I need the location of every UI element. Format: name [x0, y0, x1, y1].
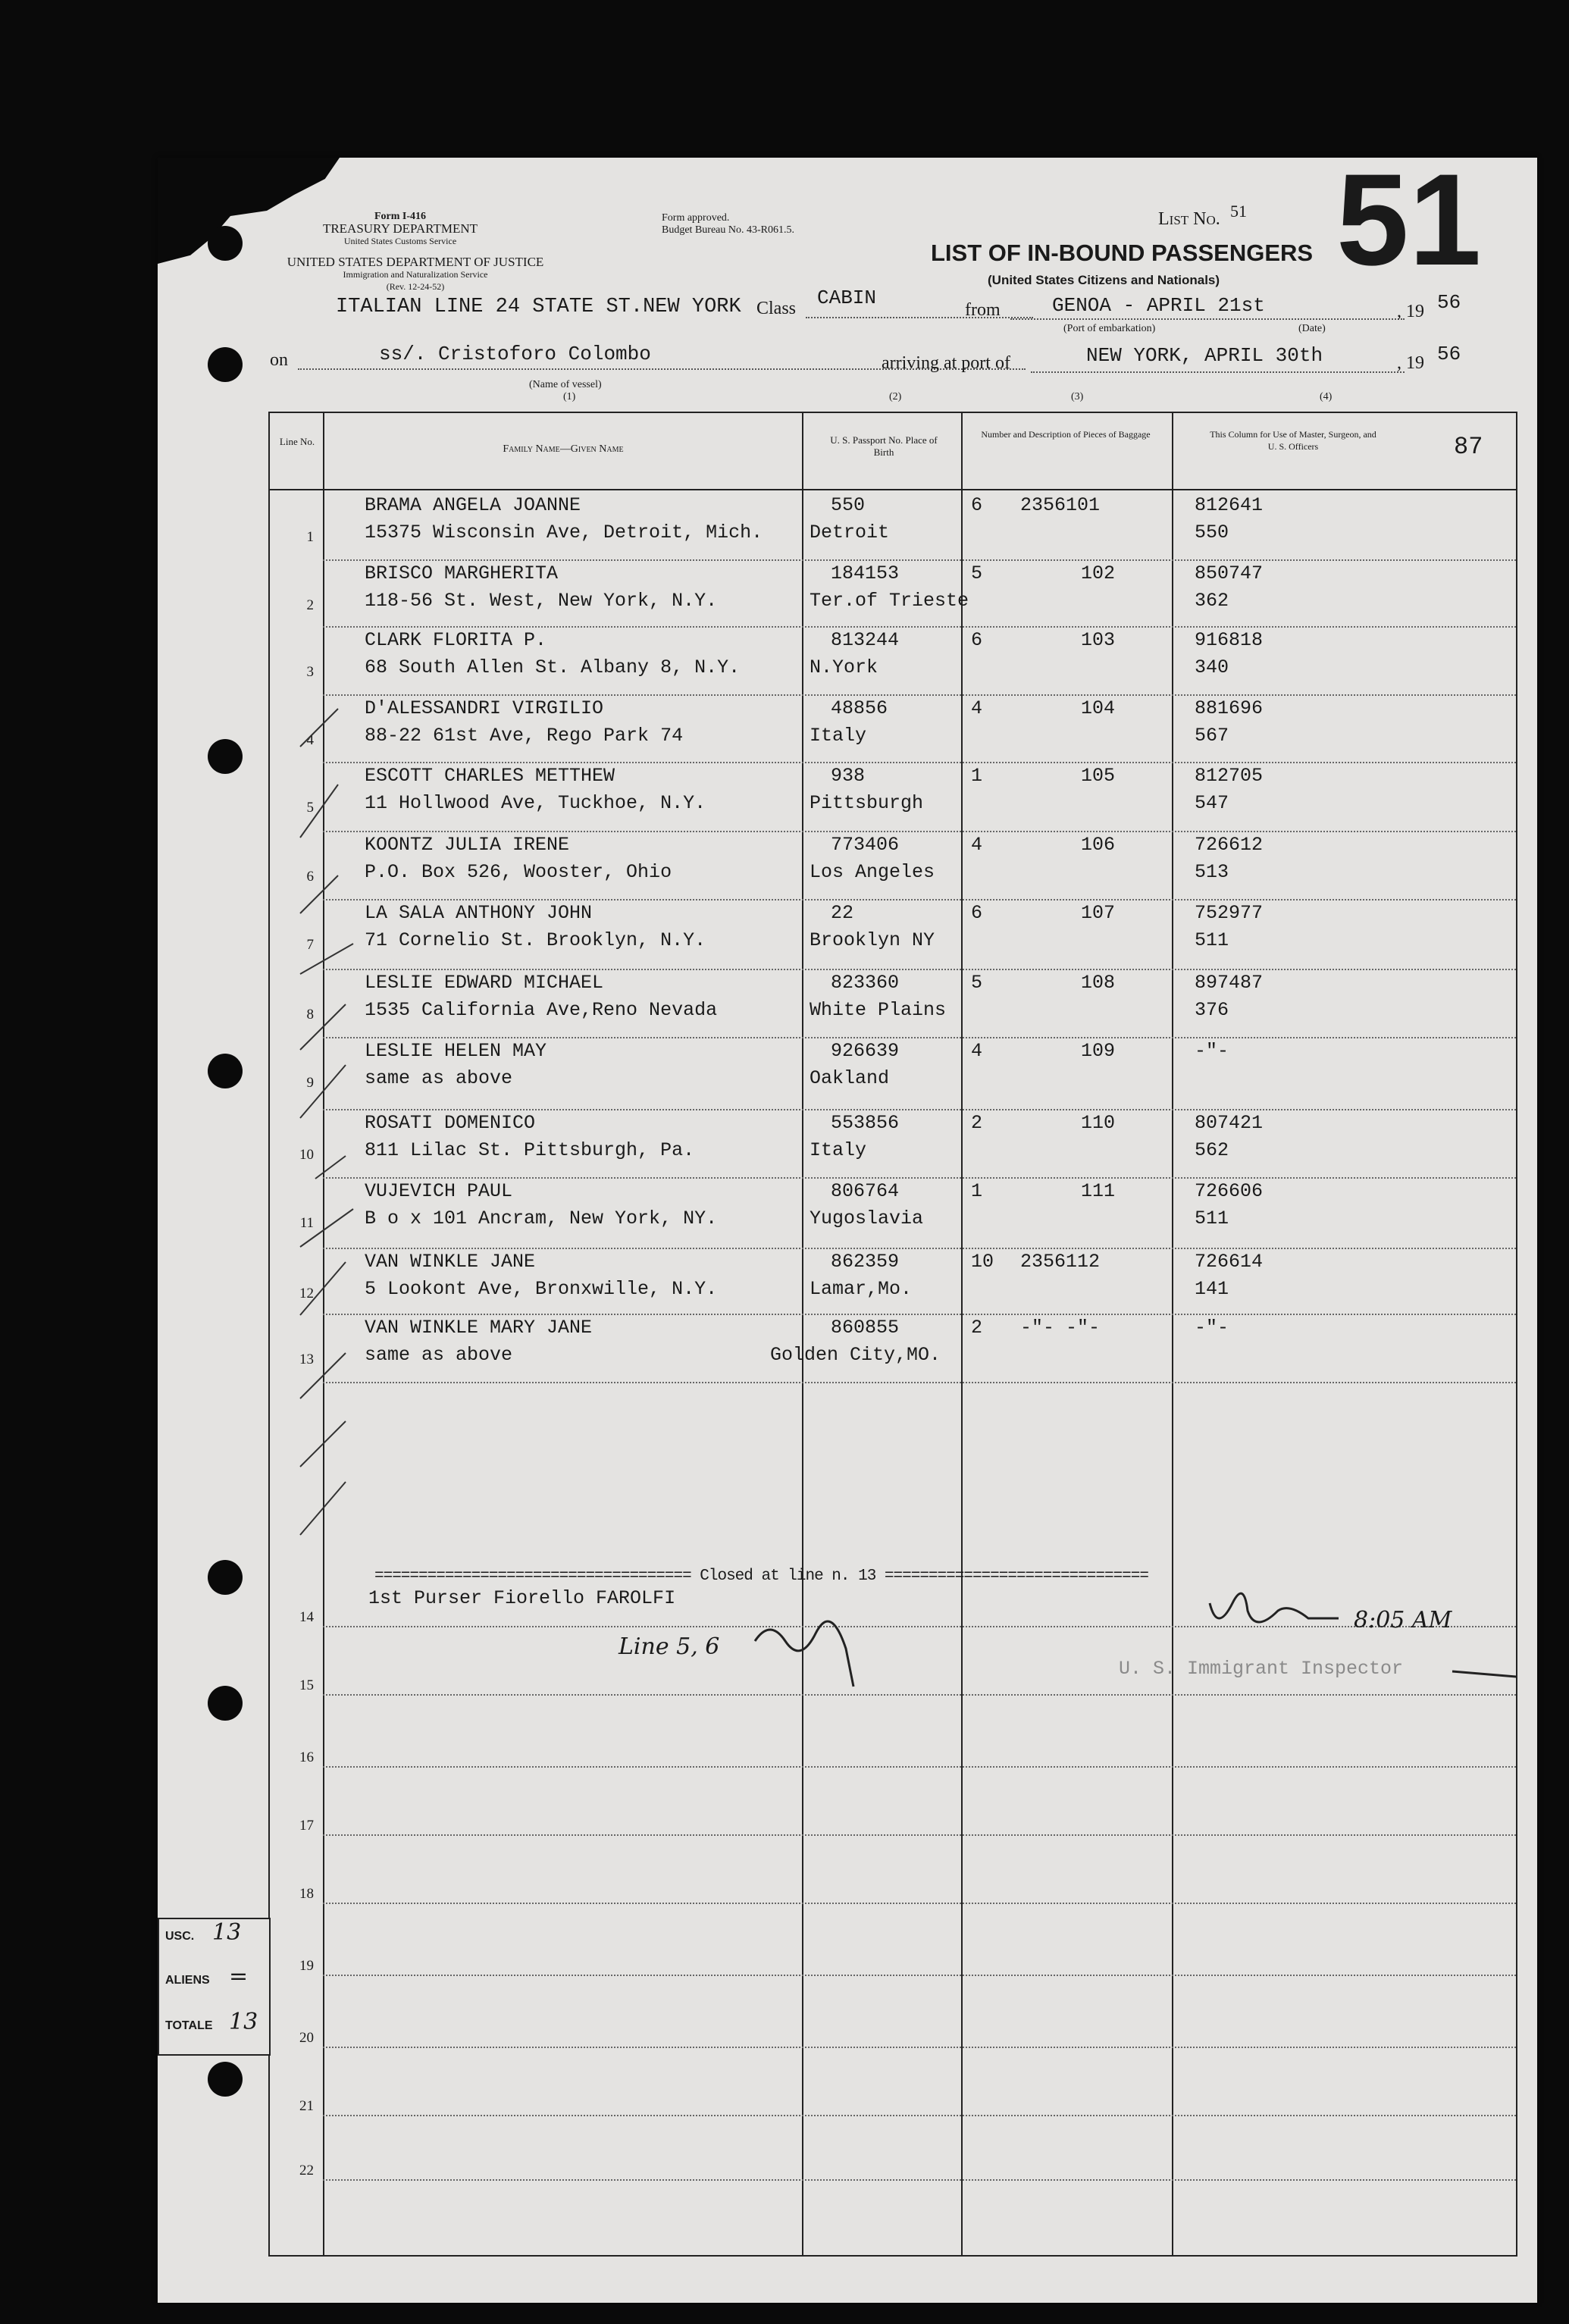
officer-number: 812705	[1195, 765, 1264, 787]
officer-number: 807421	[1195, 1112, 1264, 1134]
vessel-name: ss/. Cristoforo Colombo	[379, 343, 651, 365]
budget-number: Budget Bureau No. 43-R061.5.	[662, 224, 794, 236]
line-number: 14	[299, 1609, 314, 1625]
line-number: 11	[299, 1215, 314, 1231]
arrival-year: 56	[1437, 343, 1461, 365]
arriving-label: arriving at port of	[882, 353, 1010, 373]
page-ref: 87	[1454, 433, 1483, 461]
officer-code: 562	[1195, 1139, 1229, 1161]
passenger-name: VAN WINKLE MARY JANE	[365, 1317, 593, 1339]
passport-number: 813244	[831, 629, 900, 651]
passport-number: 938	[831, 765, 866, 787]
passenger-name: LA SALA ANTHONY JOHN	[365, 902, 593, 924]
passport-number: 48856	[831, 697, 888, 719]
line-number: 16	[299, 1749, 314, 1765]
place-of-birth: N.York	[810, 656, 878, 678]
justice-dept: UNITED STATES DEPARTMENT OF JUSTICE	[287, 255, 544, 269]
baggage-description: 109	[1081, 1040, 1116, 1062]
officer-code: 362	[1195, 590, 1229, 612]
passenger-address: 88-22 61st Ave, Rego Park 74	[365, 725, 684, 747]
inspector-caption: U. S. Immigrant Inspector	[1119, 1658, 1404, 1680]
line-number: 2	[306, 597, 314, 613]
line-number: 13	[299, 1351, 314, 1367]
passenger-address: same as above	[365, 1344, 513, 1366]
form-title: LIST OF IN-BOUND PASSENGERS	[931, 240, 1314, 266]
officer-number: 812641	[1195, 494, 1264, 516]
place-of-birth: Brooklyn NY	[810, 929, 935, 951]
line-number: 5	[306, 800, 314, 816]
passenger-name: BRAMA ANGELA JOANNE	[365, 494, 581, 516]
officer-number: 726606	[1195, 1180, 1264, 1202]
line-number: 15	[299, 1677, 314, 1693]
baggage-pieces: 2	[971, 1112, 983, 1134]
from-value: GENOA - APRIL 21st	[1052, 294, 1265, 317]
passport-number: 22	[831, 902, 854, 924]
passport-number: 184153	[831, 562, 900, 584]
passenger-name: KOONTZ JULIA IRENE	[365, 834, 570, 856]
line-number: 12	[299, 1286, 314, 1301]
punch-hole	[208, 1054, 243, 1088]
line-number: 6	[306, 869, 314, 885]
baggage-description: 104	[1081, 697, 1116, 719]
officer-number: 881696	[1195, 697, 1264, 719]
place-of-birth: Yugoslavia	[810, 1207, 924, 1229]
baggage-description: 102	[1081, 562, 1116, 584]
passenger-address: 118-56 St. West, New York, N.Y.	[365, 590, 718, 612]
punch-hole	[208, 347, 243, 382]
class-label: Class	[756, 299, 797, 318]
passenger-address: B o x 101 Ancram, New York, NY.	[365, 1207, 718, 1229]
passenger-address: same as above	[365, 1067, 513, 1089]
margin-note: Line 5, 6	[619, 1633, 720, 1660]
list-no-small: 51	[1230, 202, 1247, 221]
passenger-address: 5 Lookont Ave, Bronxwille, N.Y.	[365, 1278, 718, 1300]
signature-marks	[270, 413, 1516, 2255]
officer-number: 752977	[1195, 902, 1264, 924]
punch-hole	[208, 739, 243, 774]
officer-number: 726612	[1195, 834, 1264, 856]
from-label: from	[965, 300, 1001, 320]
officer-code: 376	[1195, 999, 1229, 1021]
header-baggage: Number and Description of Pieces of Baggage	[981, 429, 1151, 440]
baggage-pieces: 2	[971, 1317, 983, 1339]
line-number: 8	[306, 1007, 314, 1023]
passport-number: 823360	[831, 972, 900, 994]
baggage-pieces: 4	[971, 697, 983, 719]
punch-hole	[208, 1686, 243, 1721]
col-caption-4: (4)	[1320, 391, 1333, 402]
passport-number: 806764	[831, 1180, 900, 1202]
line-number: 7	[306, 937, 314, 953]
line-number: 20	[299, 2030, 314, 2046]
line-number: 18	[299, 1886, 314, 1902]
line-number: 9	[306, 1075, 314, 1091]
form-header-left	[279, 211, 521, 247]
form-subtitle: (United States Citizens and Nationals)	[988, 273, 1220, 287]
total-label: TOTALE	[165, 2019, 213, 2032]
baggage-description: 107	[1081, 902, 1116, 924]
aliens-label: ALIENS	[165, 1974, 210, 1987]
officer-number: 726614	[1195, 1251, 1264, 1273]
line-number: 22	[299, 2163, 314, 2178]
baggage-description: 103	[1081, 629, 1116, 651]
passenger-name: D'ALESSANDRI VIRGILIO	[365, 697, 604, 719]
place-of-birth: Golden City,MO.	[770, 1344, 941, 1366]
class-value: CABIN	[817, 287, 877, 309]
baggage-pieces: 6	[971, 494, 983, 516]
passenger-address: 71 Cornelio St. Brooklyn, N.Y.	[365, 929, 706, 951]
passenger-name: VAN WINKLE JANE	[365, 1251, 536, 1273]
passport-number: 553856	[831, 1112, 900, 1134]
passenger-table	[268, 412, 1517, 2257]
budget-approval	[662, 212, 794, 236]
officer-code: 513	[1195, 861, 1229, 883]
line-number: 19	[299, 1958, 314, 1974]
col-caption-2: (2)	[889, 391, 902, 402]
passenger-address: 68 South Allen St. Albany 8, N.Y.	[365, 656, 741, 678]
place-of-birth: Italy	[810, 725, 867, 747]
from-year: 56	[1437, 291, 1461, 314]
baggage-pieces: 10	[971, 1251, 994, 1273]
tally-box	[158, 1918, 271, 2056]
officer-code: 340	[1195, 656, 1229, 678]
place-of-birth: Ter.of Trieste	[810, 590, 969, 612]
passenger-address: 11 Hollwood Ave, Tuckhoe, N.Y.	[365, 792, 706, 814]
line-number: 3	[306, 664, 314, 680]
officer-number: 916818	[1195, 629, 1264, 651]
baggage-pieces: 1	[971, 765, 983, 787]
baggage-pieces: 4	[971, 834, 983, 856]
passenger-name: LESLIE HELEN MAY	[365, 1040, 547, 1062]
line-number: 4	[306, 732, 314, 748]
officer-code: 547	[1195, 792, 1229, 814]
officer-number: 897487	[1195, 972, 1264, 994]
list-no-label: List No.	[1158, 209, 1220, 229]
header-line-no: Line No.	[279, 436, 315, 447]
baggage-pieces: 6	[971, 629, 983, 651]
on-label: on	[270, 350, 288, 370]
officer-code: 511	[1195, 929, 1229, 951]
baggage-description: 105	[1081, 765, 1116, 787]
passenger-address: 811 Lilac St. Pittsburgh, Pa.	[365, 1139, 695, 1161]
customs-service: United States Customs Service	[343, 236, 457, 246]
officer-code: 141	[1195, 1278, 1229, 1300]
baggage-description: 2356112	[1020, 1251, 1101, 1273]
baggage-description: 106	[1081, 834, 1116, 856]
officer-number: 850747	[1195, 562, 1264, 584]
treasury-dept: TREASURY DEPARTMENT	[322, 221, 478, 236]
passenger-name: ESCOTT CHARLES METTHEW	[365, 765, 615, 787]
place-of-birth: White Plains	[810, 999, 947, 1021]
passenger-name: ROSATI DOMENICO	[365, 1112, 536, 1134]
date-caption: (Date)	[1298, 323, 1326, 334]
inspector-time: 8:05 AM	[1354, 1607, 1452, 1633]
line-number: 17	[299, 1818, 314, 1834]
place-of-birth: Pittsburgh	[810, 792, 924, 814]
col-caption-1: (1)	[563, 391, 576, 402]
place-of-birth: Oakland	[810, 1067, 890, 1089]
passenger-name: VUJEVICH PAUL	[365, 1180, 513, 1202]
passenger-address: 1535 California Ave,Reno Nevada	[365, 999, 718, 1021]
baggage-pieces: 1	[971, 1180, 983, 1202]
passport-number: 550	[831, 494, 866, 516]
officer-number: -"-	[1195, 1317, 1229, 1339]
form-number: Form I-416	[374, 211, 427, 222]
passport-number: 926639	[831, 1040, 900, 1062]
passenger-name: BRISCO MARGHERITA	[365, 562, 559, 584]
passport-number: 773406	[831, 834, 900, 856]
line-number: 21	[299, 2098, 314, 2114]
baggage-description: 110	[1081, 1112, 1116, 1134]
baggage-description: 108	[1081, 972, 1116, 994]
ins-service: Immigration and Naturalization Service	[343, 269, 488, 280]
header-passport: U. S. Passport No. Place of Birth	[830, 434, 938, 458]
officer-number: -"-	[1195, 1040, 1229, 1062]
total-value: 13	[229, 2009, 258, 2035]
port-embark-caption: (Port of embarkation)	[1063, 323, 1156, 334]
baggage-description: 2356101	[1020, 494, 1101, 516]
arrival-year-prefix: , 19	[1397, 353, 1424, 373]
officer-code: 567	[1195, 725, 1229, 747]
baggage-pieces: 4	[971, 1040, 983, 1062]
header-name: Family Name—Given Name	[503, 443, 624, 455]
passport-number: 862359	[831, 1251, 900, 1273]
passport-number: 860855	[831, 1317, 900, 1339]
usc-label: USC.	[165, 1930, 195, 1943]
punch-hole	[208, 1560, 243, 1595]
passenger-name: LESLIE EDWARD MICHAEL	[365, 972, 604, 994]
baggage-description: 111	[1081, 1180, 1116, 1202]
usc-value: 13	[212, 1919, 242, 1946]
year-prefix: , 19	[1397, 302, 1424, 321]
header-officers: This Column for Use of Master, Surgeon, and U. S. Officers	[1210, 429, 1376, 452]
line-number: 10	[299, 1147, 314, 1163]
place-of-birth: Los Angeles	[810, 861, 935, 883]
baggage-pieces: 5	[971, 562, 983, 584]
baggage-pieces: 5	[971, 972, 983, 994]
passenger-address: 15375 Wisconsin Ave, Detroit, Mich.	[365, 521, 763, 543]
passenger-name: CLARK FLORITA P.	[365, 629, 547, 651]
punch-hole	[208, 2062, 243, 2097]
closed-at-line: ==================================== Closed at line n. 13 ==============================	[374, 1568, 1148, 1585]
list-no-stamp: 51	[1336, 147, 1482, 293]
shipping-line: ITALIAN LINE 24 STATE ST.NEW YORK	[336, 296, 741, 318]
aliens-value: =	[229, 1963, 249, 1990]
manifest-page	[158, 147, 1537, 2303]
line-number: 1	[306, 529, 314, 545]
passenger-address: P.O. Box 526, Wooster, Ohio	[365, 861, 672, 883]
place-of-birth: Lamar,Mo.	[810, 1278, 913, 1300]
form-approved: Form approved.	[662, 212, 730, 224]
officer-code: 511	[1195, 1207, 1229, 1229]
arrival-value: NEW YORK, APRIL 30th	[1086, 344, 1323, 367]
justice-header	[271, 256, 559, 293]
purser-name: 1st Purser Fiorello FAROLFI	[368, 1587, 676, 1609]
revision: (Rev. 12-24-52)	[386, 281, 445, 292]
baggage-pieces: 6	[971, 902, 983, 924]
col-caption-3: (3)	[1071, 391, 1084, 402]
baggage-description: -"- -"-	[1020, 1317, 1101, 1339]
officer-code: 550	[1195, 521, 1229, 543]
punch-hole	[208, 226, 243, 261]
place-of-birth: Detroit	[810, 521, 890, 543]
place-of-birth: Italy	[810, 1139, 867, 1161]
vessel-caption: (Name of vessel)	[529, 379, 602, 390]
